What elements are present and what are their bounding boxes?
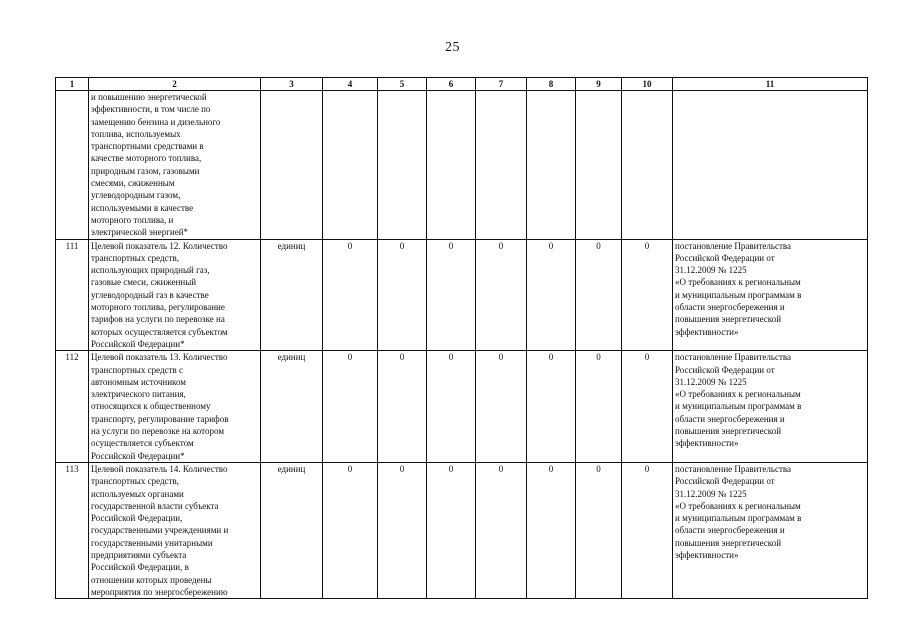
indicator-line: природным газом, газовыми <box>91 165 200 176</box>
value-cell: 0 <box>476 239 527 351</box>
unit-cell: единиц <box>261 351 323 463</box>
indicator-line: транспорту, регулирование тарифов <box>91 413 229 424</box>
indicator-line: автономным источником <box>91 376 186 387</box>
unit-cell: единиц <box>261 462 323 598</box>
indicator-line: замещению бензина и дизельного <box>91 116 221 127</box>
indicator-line: газовые смеси, сжиженный <box>91 277 197 288</box>
indicator-description <box>89 91 261 240</box>
indicator-line: углеводородным газом, <box>91 190 181 201</box>
column-header: 9 <box>576 78 622 91</box>
value-cell <box>527 91 576 240</box>
basis-line: и муниципальным программам в <box>675 513 802 524</box>
value-cell: 0 <box>576 351 622 463</box>
indicator-line: транспортных средств, <box>91 476 179 487</box>
value-cell: 0 <box>622 351 673 463</box>
basis-line: повышения энергетической <box>675 537 782 548</box>
value-cell: 0 <box>427 351 476 463</box>
indicator-line: электрического питания, <box>91 389 186 400</box>
indicator-line: Целевой показатель 14. Количество <box>91 463 228 474</box>
indicator-line: государственной власти субъекта <box>91 500 219 511</box>
column-header: 4 <box>323 78 378 91</box>
indicator-line: предприятиями субъекта <box>91 549 187 560</box>
indicator-line: качестве моторного топлива, <box>91 153 202 164</box>
column-header: 2 <box>89 78 261 91</box>
indicator-line: использующих природный газ, <box>91 265 210 276</box>
basis-line: «О требованиях к региональным <box>675 500 801 511</box>
indicator-line: Российской Федерации, <box>91 513 183 524</box>
basis-line: и муниципальным программам в <box>675 289 802 300</box>
indicator-description <box>89 462 261 598</box>
basis-line: 31.12.2009 № 1225 <box>675 376 747 387</box>
value-cell: 0 <box>622 239 673 351</box>
value-cell: 0 <box>527 462 576 598</box>
indicators-table <box>55 77 868 599</box>
table-row <box>56 239 868 351</box>
indicator-line: транспортных средств, <box>91 252 179 263</box>
indicator-description <box>89 239 261 351</box>
basis-line: и муниципальным программам в <box>675 401 802 412</box>
value-cell: 0 <box>476 462 527 598</box>
basis-line: 31.12.2009 № 1225 <box>675 488 747 499</box>
indicator-line: на услуги по перевозке на котором <box>91 426 225 437</box>
basis-line: Российской Федерации от <box>675 364 775 375</box>
indicator-description <box>89 351 261 463</box>
table-body <box>56 91 868 599</box>
indicator-line: электрической энергией* <box>91 227 189 238</box>
value-cell: 0 <box>427 239 476 351</box>
indicator-line: моторного топлива, регулирование <box>91 302 225 313</box>
basis-line: области энергосбережения и <box>675 413 785 424</box>
value-cell: 0 <box>576 239 622 351</box>
table-header-row <box>56 78 868 91</box>
basis-line: Российской Федерации от <box>675 476 775 487</box>
indicator-line: и повышению энергетической <box>91 92 207 102</box>
table-row <box>56 462 868 598</box>
indicator-line: Российской Федерации, в <box>91 562 189 573</box>
legal-basis <box>673 91 868 240</box>
indicator-line: Целевой показатель 13. Количество <box>91 352 228 363</box>
value-cell: 0 <box>323 239 378 351</box>
legal-basis <box>673 462 868 598</box>
value-cell: 0 <box>622 462 673 598</box>
indicator-line: топлива, используемых <box>91 128 181 139</box>
unit-cell <box>261 91 323 240</box>
value-cell <box>323 91 378 240</box>
value-cell: 0 <box>427 462 476 598</box>
value-cell: 0 <box>378 239 427 351</box>
legal-basis <box>673 351 868 463</box>
column-header: 8 <box>527 78 576 91</box>
column-header: 5 <box>378 78 427 91</box>
value-cell: 0 <box>527 351 576 463</box>
value-cell <box>622 91 673 240</box>
indicator-line: углеводородный газ в качестве <box>91 289 209 300</box>
indicator-line: государственными унитарными <box>91 537 213 548</box>
indicator-line: Целевой показатель 12. Количество <box>91 240 228 251</box>
basis-line: постановление Правительства <box>675 463 792 474</box>
column-header: 6 <box>427 78 476 91</box>
legal-basis <box>673 239 868 351</box>
column-header: 11 <box>673 78 868 91</box>
indicator-line: Российской Федерации* <box>91 338 185 349</box>
basis-line: эффективности» <box>675 438 739 449</box>
basis-line: области энергосбережения и <box>675 302 785 313</box>
indicator-line: Российской Федерации* <box>91 450 185 461</box>
column-header: 3 <box>261 78 323 91</box>
indicator-line: мероприятия по энергосбережению <box>91 586 228 597</box>
row-number: 113 <box>56 462 89 598</box>
value-cell <box>476 91 527 240</box>
basis-line: «О требованиях к региональным <box>675 389 801 400</box>
row-number: 112 <box>56 351 89 463</box>
value-cell: 0 <box>378 351 427 463</box>
indicator-line: используемых органами <box>91 488 184 499</box>
table-row <box>56 91 868 240</box>
value-cell: 0 <box>576 462 622 598</box>
value-cell: 0 <box>323 351 378 463</box>
indicator-line: транспортными средствами в <box>91 141 204 152</box>
basis-line: эффективности» <box>675 326 739 337</box>
basis-line: Российской Федерации от <box>675 252 775 263</box>
value-cell: 0 <box>323 462 378 598</box>
indicator-line: государственными учреждениями и <box>91 525 229 536</box>
value-cell <box>576 91 622 240</box>
basis-line: 31.12.2009 № 1225 <box>675 265 747 276</box>
indicator-line: смесями, сжиженным <box>91 178 175 189</box>
basis-line: постановление Правительства <box>675 240 792 251</box>
table-row <box>56 351 868 463</box>
basis-line: повышения энергетической <box>675 426 782 437</box>
indicator-line: отношении которых проведены <box>91 574 212 585</box>
value-cell: 0 <box>527 239 576 351</box>
indicator-line: относящихся к общественному <box>91 401 211 412</box>
indicator-line: осуществляется субъектом <box>91 438 194 449</box>
value-cell <box>427 91 476 240</box>
value-cell: 0 <box>476 351 527 463</box>
indicator-line: транспортных средств с <box>91 364 183 375</box>
indicator-line: моторного топлива, и <box>91 214 174 225</box>
basis-line: области энергосбережения и <box>675 525 785 536</box>
value-cell: 0 <box>378 462 427 598</box>
indicator-line: которых осуществляется субъектом <box>91 326 228 337</box>
row-number <box>56 91 89 240</box>
row-number: 111 <box>56 239 89 351</box>
basis-line: постановление Правительства <box>675 352 792 363</box>
basis-line: эффективности» <box>675 549 739 560</box>
page-number: 25 <box>445 40 460 55</box>
unit-cell: единиц <box>261 239 323 351</box>
indicator-line: эффективности, в том числе по <box>91 104 211 115</box>
indicator-line: используемыми в качестве <box>91 202 194 213</box>
basis-line: повышения энергетической <box>675 314 782 325</box>
column-header: 10 <box>622 78 673 91</box>
indicator-line: тарифов на услуги по перевозке на <box>91 314 225 325</box>
column-header: 1 <box>56 78 89 91</box>
basis-line: «О требованиях к региональным <box>675 277 801 288</box>
value-cell <box>378 91 427 240</box>
column-header: 7 <box>476 78 527 91</box>
